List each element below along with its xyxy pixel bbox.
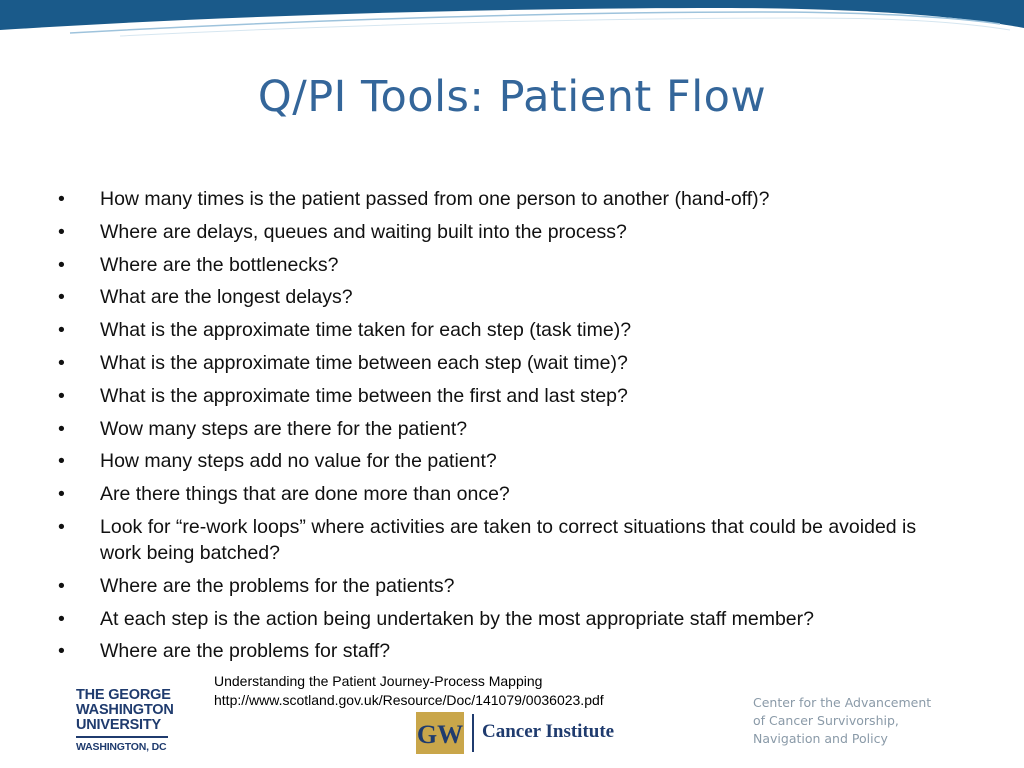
gwu-logo-line-2: WASHINGTON <box>76 702 174 718</box>
bullet-text: Where are the problems for the patients? <box>100 574 455 597</box>
cancer-institute-name: Cancer Institute <box>482 721 615 742</box>
bullet-text: What is the approximate time between each step (wait time)? <box>100 351 628 374</box>
bullet-marker: • <box>58 515 65 538</box>
gwu-logo <box>76 688 176 753</box>
bullet-marker: • <box>58 351 65 374</box>
bullet-marker: • <box>58 483 65 506</box>
gwu-logo-line-3: UNIVERSITY <box>76 717 162 733</box>
gwu-logo-divider <box>76 736 168 738</box>
list-item <box>58 448 958 474</box>
center-name <box>753 694 931 748</box>
bullet-marker: • <box>58 220 65 243</box>
bullet-marker: • <box>58 450 65 473</box>
bullet-text: Wow many steps are there for the patient? <box>100 417 468 440</box>
bullet-text: What are the longest delays? <box>100 286 353 309</box>
bullet-marker: • <box>58 253 65 276</box>
gw-monogram-text: GW <box>416 720 464 749</box>
slide-title: Q/PI Tools: Patient Flow <box>257 72 767 122</box>
list-item <box>58 186 958 212</box>
top-banner-decoration <box>0 0 1024 40</box>
bullet-text: At each step is the action being undertaken by the most appropriate staff member? <box>100 607 814 630</box>
bullet-text: Where are the problems for staff? <box>100 640 391 663</box>
logo-divider <box>472 714 474 752</box>
list-item <box>58 606 958 632</box>
center-name-line-2: of Cancer Survivorship, <box>753 713 899 728</box>
bullet-text: How many steps add no value for the patient? <box>100 450 497 473</box>
gwu-logo-line-1: THE GEORGE <box>76 687 171 703</box>
bullet-text: What is the approximate time between the first and last step? <box>100 384 628 407</box>
list-item <box>58 350 958 376</box>
list-item <box>58 514 958 566</box>
citation-url[interactable]: http://www.scotland.gov.uk/Resource/Doc/141079/0036023.pdf <box>214 692 604 708</box>
list-item <box>58 573 958 599</box>
list-item <box>58 383 958 409</box>
list-item <box>58 481 958 507</box>
gwu-logo-line-4: WASHINGTON, DC <box>76 740 167 753</box>
center-name-line-3: Navigation and Policy <box>753 731 888 746</box>
list-item <box>58 416 958 442</box>
bullet-text: How many times is the patient passed from one person to another (hand-off)? <box>100 188 770 210</box>
bullet-marker: • <box>58 319 65 342</box>
list-item <box>58 252 958 278</box>
bullet-marker: • <box>58 286 65 309</box>
bullet-text: Are there things that are done more than once? <box>100 483 510 506</box>
list-item <box>58 284 958 310</box>
bullet-text: Where are delays, queues and waiting built into the process? <box>100 220 627 243</box>
gw-monogram-icon <box>416 712 464 754</box>
bullet-text: Look for “re-work loops” where activities are taken to correct situations that could be avoided is work being batched? <box>100 515 917 564</box>
bullet-text: What is the approximate time taken for each step (task time)? <box>100 319 632 342</box>
bullet-marker: • <box>58 607 65 630</box>
cancer-institute-logo <box>416 712 636 754</box>
bullet-text: Where are the bottlenecks? <box>100 253 339 276</box>
bullet-marker: • <box>58 417 65 440</box>
bullet-marker: • <box>58 384 65 407</box>
bullet-marker: • <box>58 640 65 663</box>
bullet-marker: • <box>58 574 65 597</box>
bullet-marker: • <box>58 188 65 210</box>
list-item <box>58 317 958 343</box>
bullet-list <box>58 186 958 671</box>
list-item <box>58 638 958 664</box>
citation-title: Understanding the Patient Journey-Process Mapping <box>214 673 543 689</box>
center-name-line-1: Center for the Advancement <box>753 695 932 710</box>
source-citation <box>214 672 604 710</box>
list-item <box>58 219 958 245</box>
